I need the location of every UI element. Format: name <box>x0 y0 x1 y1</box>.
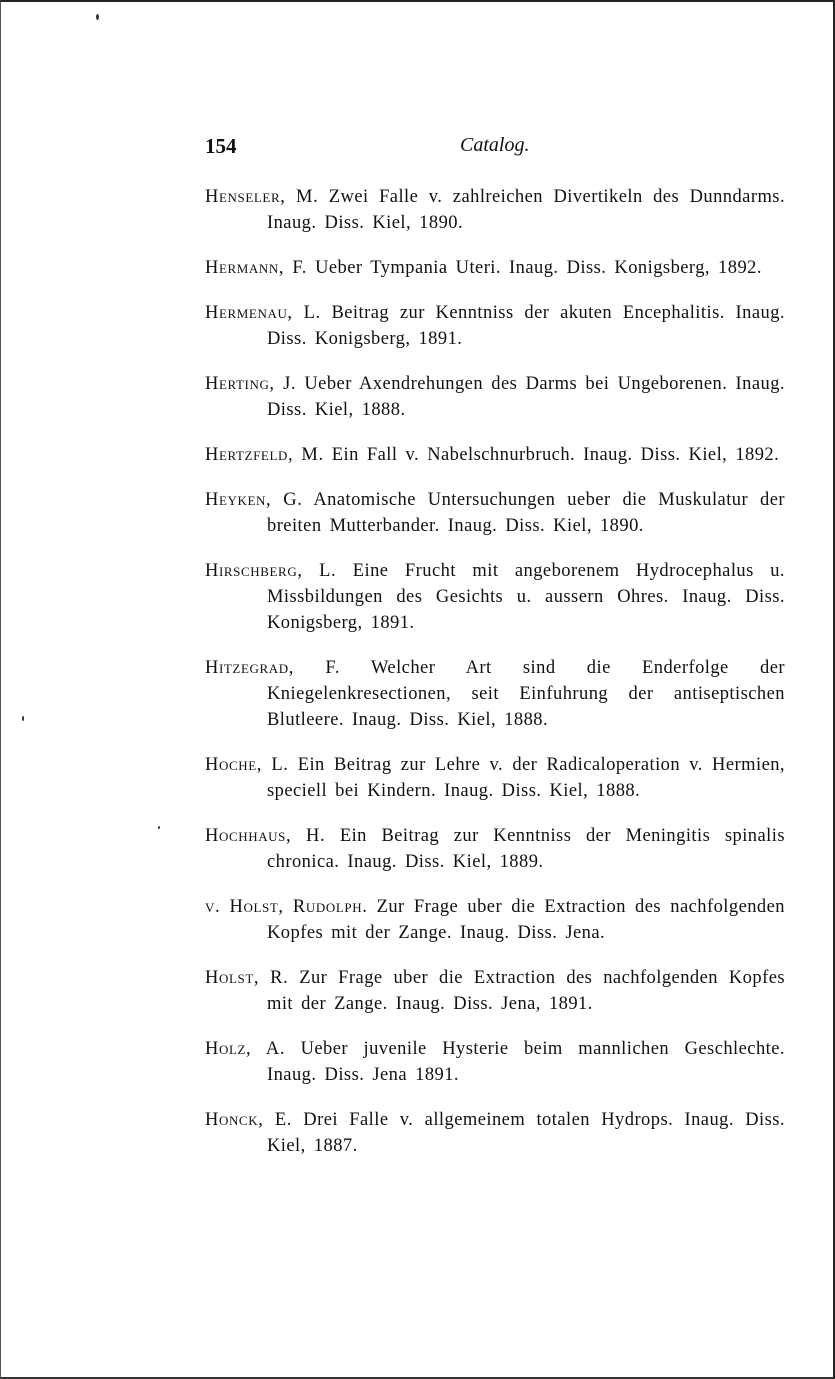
entry-text: Zur Frage uber die Extraction des nachfolgenden Kopfes mit der Zange. Inaug. Diss. Jena, 1891. <box>267 968 786 1014</box>
catalog-entry-list <box>205 184 785 1178</box>
entry-text: Drei Falle v. allgemeinem totalen Hydrops. Inaug. Diss. Kiel, 1887. <box>267 1110 785 1156</box>
entry-text: Welcher Art sind die Enderfolge der Kniegelenkresectionen, seit Einfuhrung der antiseptischen Blutleere. Inaug. Diss. Kiel, 1888. <box>267 658 785 730</box>
entry-author: Henseler, M. <box>205 187 319 207</box>
entry-author: Holz, A. <box>205 1039 286 1059</box>
entry-author: Honck, E. <box>205 1110 292 1130</box>
page-header <box>205 134 787 164</box>
entry-author: v. Holst, Rudolph. <box>205 897 368 917</box>
entry-author: Heyken, G. <box>205 490 303 510</box>
scan-speck <box>96 14 99 20</box>
running-title: Catalog. <box>460 134 530 156</box>
catalog-entry <box>205 255 785 281</box>
catalog-entry <box>205 184 785 236</box>
catalog-entry <box>205 752 785 804</box>
entry-text: Ueber Axendrehungen des Darms bei Ungeborenen. Inaug. Diss. Kiel, 1888. <box>267 374 785 420</box>
entry-text: Zwei Falle v. zahlreichen Divertikeln des Dunndarms. Inaug. Diss. Kiel, 1890. <box>267 187 786 233</box>
entry-author: Hirschberg, L. <box>205 561 337 581</box>
catalog-entry <box>205 1107 785 1159</box>
catalog-entry <box>205 894 785 946</box>
catalog-entry <box>205 823 785 875</box>
entry-author: Holst, R. <box>205 968 289 988</box>
catalog-entry <box>205 1036 785 1088</box>
catalog-entry <box>205 442 785 468</box>
entry-text: Ein Beitrag zur Kenntniss der Meningitis spinalis chronica. Inaug. Diss. Kiel, 1889. <box>267 826 785 872</box>
catalog-entry <box>205 655 785 733</box>
entry-text: Zur Frage uber die Extraction des nachfolgenden Kopfes mit der Zange. Inaug. Diss. Jena. <box>267 897 785 943</box>
entry-author: Herting, J. <box>205 374 297 394</box>
entry-author: Hertzfeld, M. <box>205 445 324 465</box>
entry-author: Hermann, F. <box>205 258 307 278</box>
catalog-entry <box>205 487 785 539</box>
scan-speck <box>22 716 24 721</box>
catalog-entry <box>205 558 785 636</box>
entry-author: Hitzegrad, F. <box>205 658 341 678</box>
catalog-entry <box>205 371 785 423</box>
entry-author: Hochhaus, H. <box>205 826 326 846</box>
entry-text: Beitrag zur Kenntniss der akuten Encephalitis. Inaug. Diss. Konigsberg, 1891. <box>267 303 785 349</box>
entry-author: Hoche, L. <box>205 755 289 775</box>
entry-text: Eine Frucht mit angeborenem Hydrocephalus u. Missbildungen des Gesichts u. aussern Ohres. Inaug. Diss. Konigsberg, 1891. <box>267 561 786 633</box>
page-number: 154 <box>205 134 237 158</box>
entry-text: Anatomische Untersuchungen ueber die Muskulatur der breiten Mutterbander. Inaug. Diss. Kiel, 1890. <box>267 490 785 536</box>
entry-text: Ueber Tympania Uteri. Inaug. Diss. Konigsberg, 1892. <box>315 258 762 278</box>
entry-text: Ein Fall v. Nabelschnurbruch. Inaug. Diss. Kiel, 1892. <box>331 445 780 465</box>
entry-text: Ueber juvenile Hysterie beim mannlichen Geschlechte. Inaug. Diss. Jena 1891. <box>267 1039 785 1085</box>
entry-text: Ein Beitrag zur Lehre v. der Radicaloperation v. Hermien, speciell bei Kindern. Inaug. Diss. Kiel, 1888. <box>267 755 786 801</box>
catalog-entry <box>205 965 785 1017</box>
entry-author: Hermenau, L. <box>205 303 321 323</box>
scan-speck <box>158 826 160 829</box>
catalog-entry <box>205 300 785 352</box>
